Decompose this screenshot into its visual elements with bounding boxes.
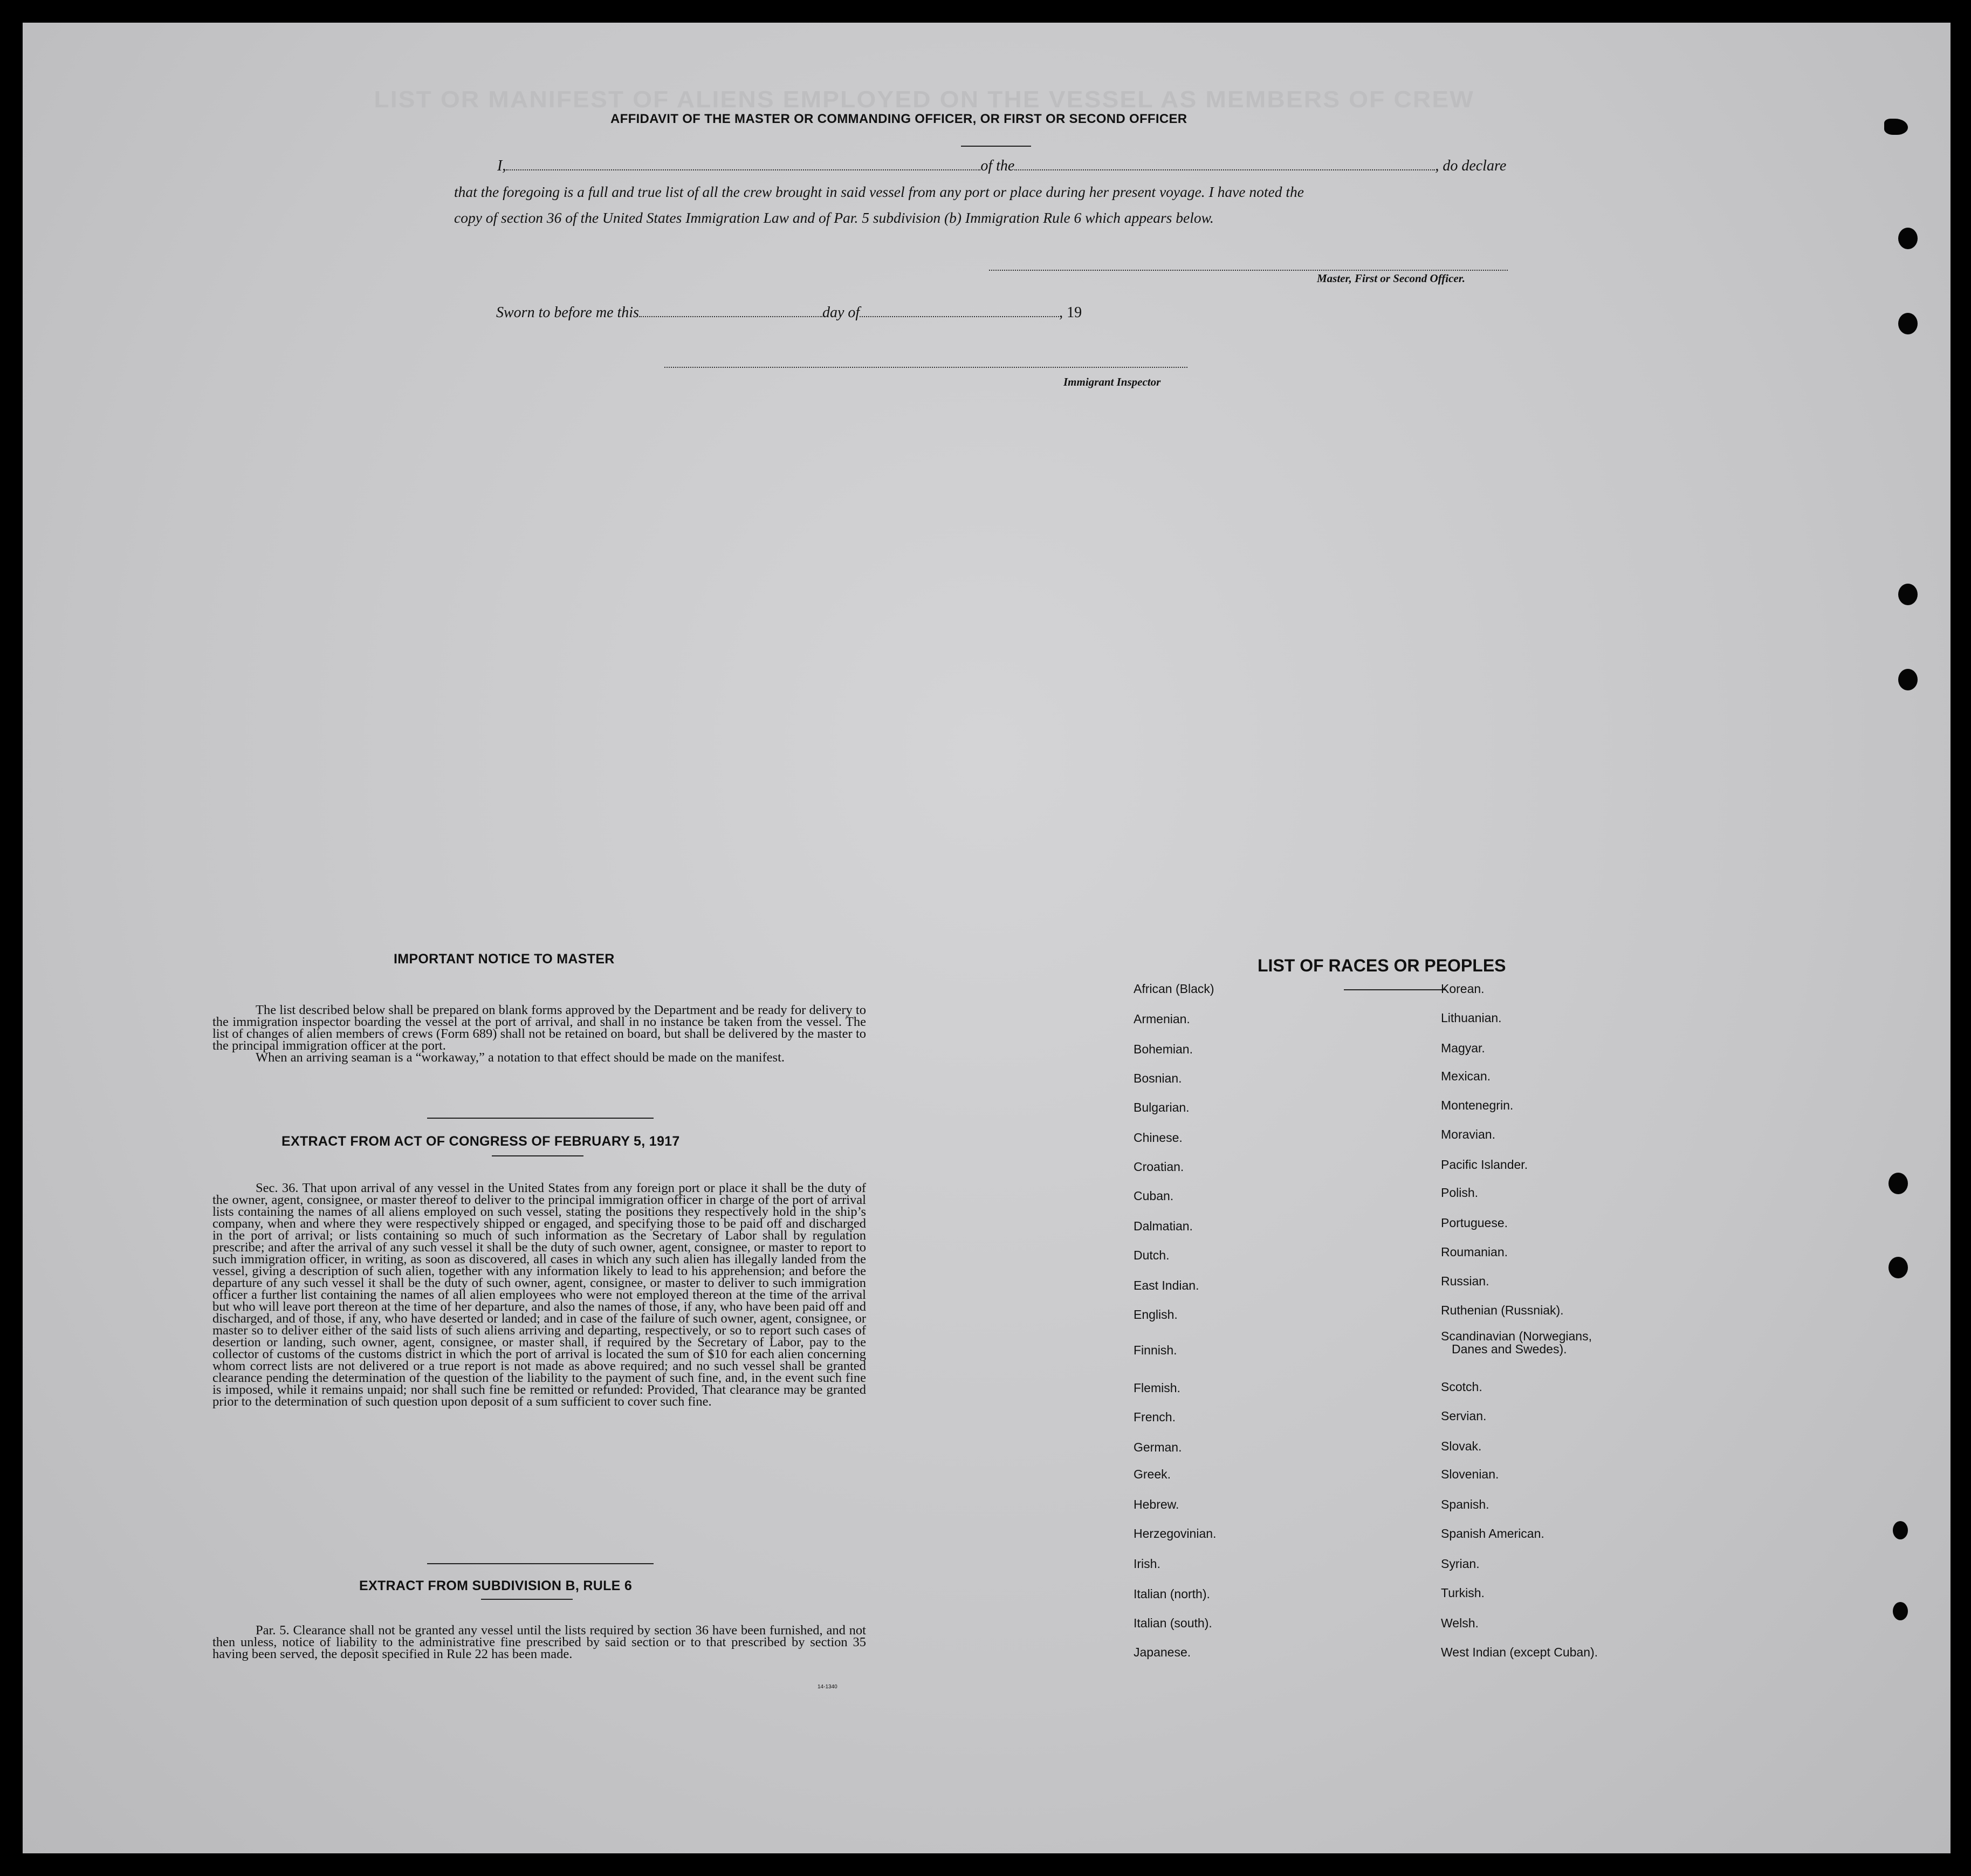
affidavit-title: AFFIDAVIT OF THE MASTER OR COMMANDING OFFICER, OR FIRST OR SECOND OFFICER [610, 112, 1187, 126]
punch-hole [1888, 1173, 1908, 1194]
race-item: Roumanian. [1441, 1245, 1508, 1259]
section-divider [427, 1118, 654, 1119]
race-item: Irish. [1134, 1557, 1160, 1571]
race-item: Greek. [1134, 1467, 1171, 1481]
race-item: East Indian. [1134, 1278, 1199, 1292]
race-item: Montenegrin. [1441, 1098, 1514, 1112]
race-item: Dutch. [1134, 1248, 1170, 1262]
master-signature-line [989, 270, 1508, 271]
race-item: Syrian. [1441, 1557, 1480, 1571]
punch-hole [1898, 228, 1918, 249]
bleed-through-header: LIST OR MANIFEST OF ALIENS EMPLOYED ON THE VESSEL AS MEMBERS OF CREW [374, 86, 1474, 113]
race-item: Bosnian. [1134, 1071, 1182, 1085]
race-item: Pacific Islander. [1441, 1158, 1528, 1172]
affidavit-line-3: copy of section 36 of the United States Immigration Law and of Par. 5 subdivision (b) Immigration Rule 6 which appears below. [454, 209, 1214, 226]
race-item: Finnish. [1134, 1343, 1177, 1357]
race-item: Japanese. [1134, 1645, 1191, 1659]
rule-extract-text: Par. 5. Clearance shall not be granted any vessel until the lists required by section 36 have been furnished, and not then unless, notice of liability to the administrative fine prescribed by said section or to that prescribed by section 35 having been served, the deposit specified in Rule 22 has been made. [212, 1623, 866, 1661]
race-item: Italian (north). [1134, 1587, 1210, 1601]
race-item: Russian. [1441, 1274, 1489, 1288]
race-item: Polish. [1441, 1186, 1479, 1200]
race-item: Ruthenian (Russniak). [1441, 1303, 1564, 1317]
punch-hole [1898, 584, 1918, 605]
race-item: Slovenian. [1441, 1467, 1499, 1481]
punch-hole [1893, 1602, 1908, 1620]
title-underline [961, 146, 1031, 147]
race-item: Flemish. [1134, 1381, 1180, 1395]
race-item: Mexican. [1441, 1069, 1491, 1083]
punch-hole [1898, 313, 1918, 334]
race-item: West Indian (except Cuban). [1441, 1645, 1598, 1659]
notice-paragraph-1: The list described below shall be prepared on blank forms approved by the Department and be ready for delivery to the immigration inspector boarding the vessel at the port of arrival, and shall in no instance be taken from the vessel. The list of changes of alien members of crews (Form 689) shall not be retained on board, but shall be delivered by the master to the principal immigration officer at the port. [212, 1003, 866, 1053]
inspector-signature-line [664, 367, 1187, 368]
race-item: French. [1134, 1410, 1176, 1424]
master-signature-label: Master, First or Second Officer. [1317, 272, 1465, 285]
document-page [23, 23, 1951, 1853]
race-item: Scotch. [1441, 1380, 1482, 1394]
race-item: Armenian. [1134, 1012, 1190, 1026]
races-title-underline [1344, 989, 1446, 990]
act-title-underline [492, 1155, 583, 1156]
race-item: Chinese. [1134, 1131, 1183, 1145]
affidavit-line-1: I, of the , do declare [497, 158, 1507, 174]
race-item: English. [1134, 1307, 1178, 1322]
race-item: Moravian. [1441, 1127, 1495, 1141]
section-divider [427, 1563, 654, 1564]
race-item: Cuban. [1134, 1189, 1174, 1203]
race-item: Turkish. [1441, 1586, 1485, 1600]
race-item: Welsh. [1441, 1616, 1479, 1630]
act-extract-title: EXTRACT FROM ACT OF CONGRESS OF FEBRUARY 5, 1917 [281, 1134, 680, 1149]
sworn-line: Sworn to before me this day of , 19 [496, 304, 1082, 321]
races-title: LIST OF RACES OR PEOPLES [1258, 956, 1506, 975]
rule-extract-title: EXTRACT FROM SUBDIVISION B, RULE 6 [359, 1578, 633, 1593]
race-item: Spanish American. [1441, 1526, 1544, 1540]
race-item: Slovak. [1441, 1439, 1482, 1453]
race-item: Danes and Swedes). [1452, 1342, 1567, 1356]
race-item: African (Black) [1134, 982, 1214, 996]
notice-paragraph-2: When an arriving seaman is a “workaway,” a notation to that effect should be made on the manifest. [256, 1050, 785, 1065]
race-item: Lithuanian. [1441, 1011, 1502, 1025]
act-extract-text: Sec. 36. That upon arrival of any vessel in the United States from any foreign port or place it shall be the duty of the owner, agent, consignee, or master thereof to deliver to the principal immigration officer in charge of the port of arrival lists containing the names of all aliens employed on such vessel, stating the positions they respectively hold in the ship’s company, when and where they were respectively shipped or engaged, and specifying those to be paid off and discharged in the port of arrival; or lists containing so much of such information as the Secretary of Labor shall by regulation prescribe; and after the arrival of any such vessel it shall be the duty of such owner, agent, consignee, or master to report to such immigration officer, in writing, as soon as discovered, all cases in which any such alien has illegally landed from the vessel, giving a description of such alien, together with any information likely to lead to his apprehension; and before the departure of any such vessel it shall be the duty of such owner, agent, consignee, or master to deliver to such immigration officer a further list containing the names of all alien employees who were not employed thereon at the time of the arrival but who will leave port thereon at the time of her departure, and also the names of those, if any, who have been paid off and discharged, and of those, if any, who have deserted or landed; and in case of the failure of such owner, agent, consignee, or master so to deliver either of the said lists of such aliens arriving and departing, respectively, or so to report such cases of desertion or landing, such owner, agent, consignee, or master shall, if required by the Secretary of Labor, pay to the collector of customs of the customs district in which the port of arrival is located the sum of $10 for each alien concerning whom correct lists are not delivered or a true report is not made as above required; and no such vessel shall be granted clearance pending the determination of the question of the liability to the payment of such fine, and, in the event such fine is imposed, while it remains unpaid; nor shall such fine be remitted or refunded: Provided, That clearance may be granted prior to the determination of such question upon deposit of a sum sufficient to cover such fine. [212, 1181, 866, 1409]
race-item: Scandinavian (Norwegians, [1441, 1329, 1592, 1343]
punch-hole [1888, 1257, 1908, 1278]
race-item: Servian. [1441, 1409, 1487, 1423]
race-item: Hebrew. [1134, 1497, 1179, 1511]
race-item: Herzegovinian. [1134, 1526, 1217, 1540]
punch-hole [1898, 669, 1918, 690]
notice-title: IMPORTANT NOTICE TO MASTER [394, 951, 615, 967]
race-item: Italian (south). [1134, 1616, 1212, 1630]
race-item: German. [1134, 1440, 1182, 1454]
rule-title-underline [481, 1599, 573, 1600]
race-item: Dalmatian. [1134, 1219, 1193, 1233]
race-item: Spanish. [1441, 1497, 1489, 1511]
affidavit-line-2: that the foregoing is a full and true list of all the crew brought in said vessel from any port or place during her present voyage. I have noted the [454, 183, 1304, 200]
punch-hole [1893, 1521, 1908, 1539]
race-item: Bohemian. [1134, 1042, 1193, 1056]
race-item: Korean. [1441, 982, 1485, 996]
race-item: Magyar. [1441, 1041, 1485, 1055]
race-item: Bulgarian. [1134, 1100, 1190, 1114]
form-number: 14-1340 [818, 1684, 837, 1690]
race-item: Croatian. [1134, 1160, 1184, 1174]
inspector-signature-label: Immigrant Inspector [1063, 375, 1161, 388]
race-item: Portuguese. [1441, 1216, 1508, 1230]
